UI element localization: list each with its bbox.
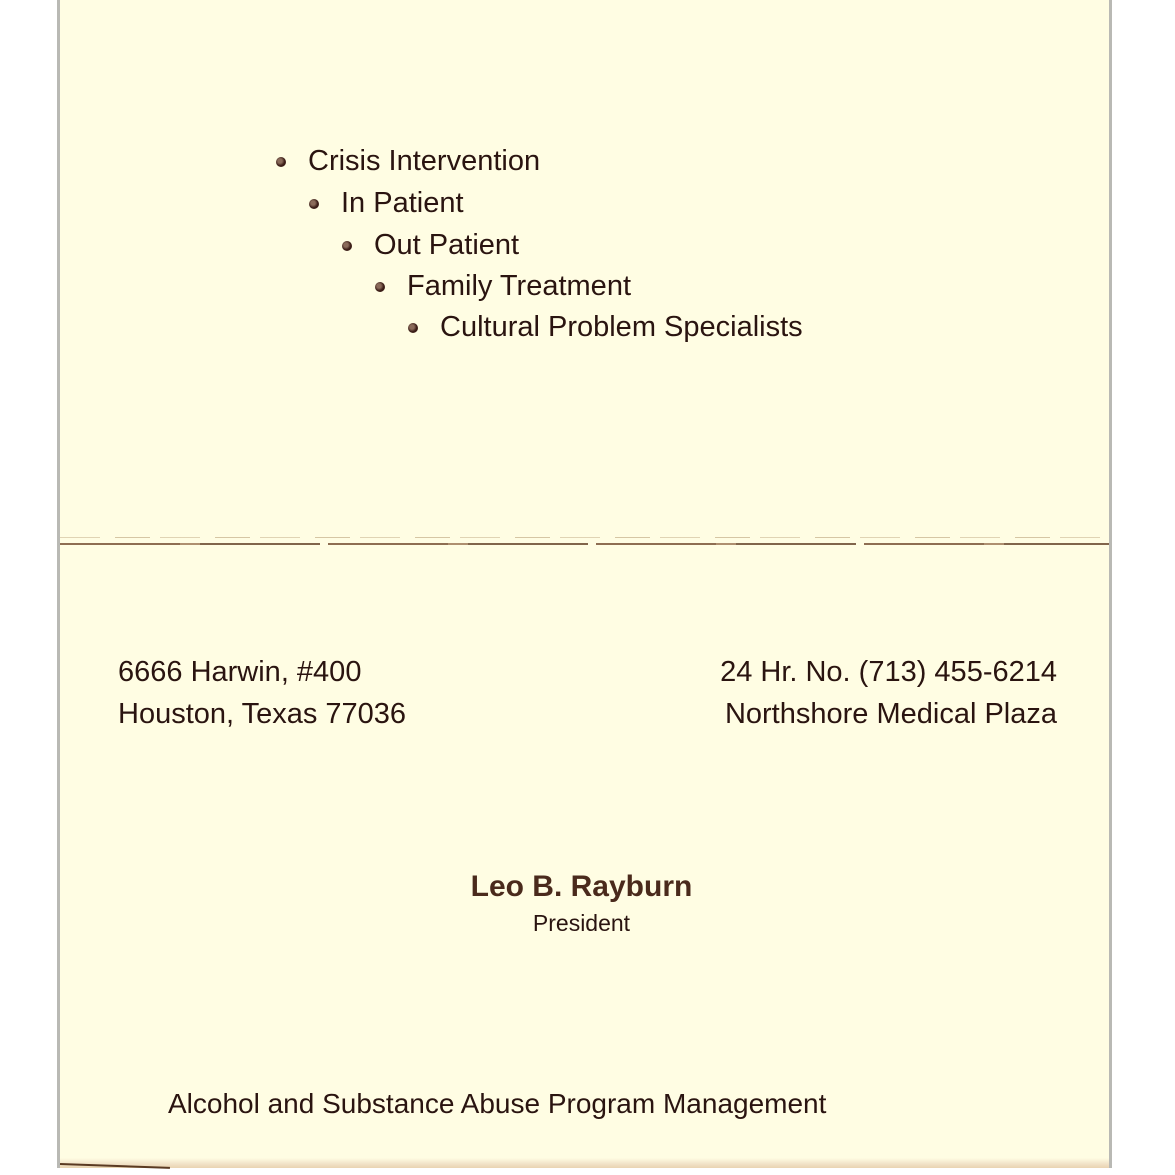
service-item xyxy=(276,145,540,178)
bullet-icon xyxy=(276,157,286,167)
service-label: Cultural Problem Specialists xyxy=(440,311,803,343)
business-card xyxy=(57,0,1112,1168)
person-title: President xyxy=(532,910,631,936)
tagline: Alcohol and Substance Abuse Program Management xyxy=(168,1088,827,1119)
service-item xyxy=(375,270,631,303)
hotline-number: 24 Hr. No. (713) 455-6214 xyxy=(720,656,1057,688)
address-block xyxy=(118,651,406,735)
service-label: Family Treatment xyxy=(407,270,631,302)
card-fold-crease xyxy=(60,534,1109,548)
service-item xyxy=(342,229,519,262)
address-line-1: 6666 Harwin, #400 xyxy=(118,656,362,688)
service-label: In Patient xyxy=(341,187,464,219)
service-item xyxy=(408,311,803,344)
person-name: Leo B. Rayburn xyxy=(470,870,693,903)
person-block xyxy=(60,870,1109,937)
card-bottom-edge xyxy=(60,1158,1109,1168)
service-label: Out Patient xyxy=(374,229,520,261)
address-line-2: Houston, Texas 77036 xyxy=(118,698,407,730)
contact-block xyxy=(720,651,1057,735)
bullet-icon xyxy=(375,282,385,292)
bullet-icon xyxy=(342,241,352,251)
service-item xyxy=(309,187,464,220)
bullet-icon xyxy=(309,199,319,209)
service-label: Crisis Intervention xyxy=(308,145,541,177)
location-name: Northshore Medical Plaza xyxy=(724,698,1057,730)
bullet-icon xyxy=(408,323,418,333)
